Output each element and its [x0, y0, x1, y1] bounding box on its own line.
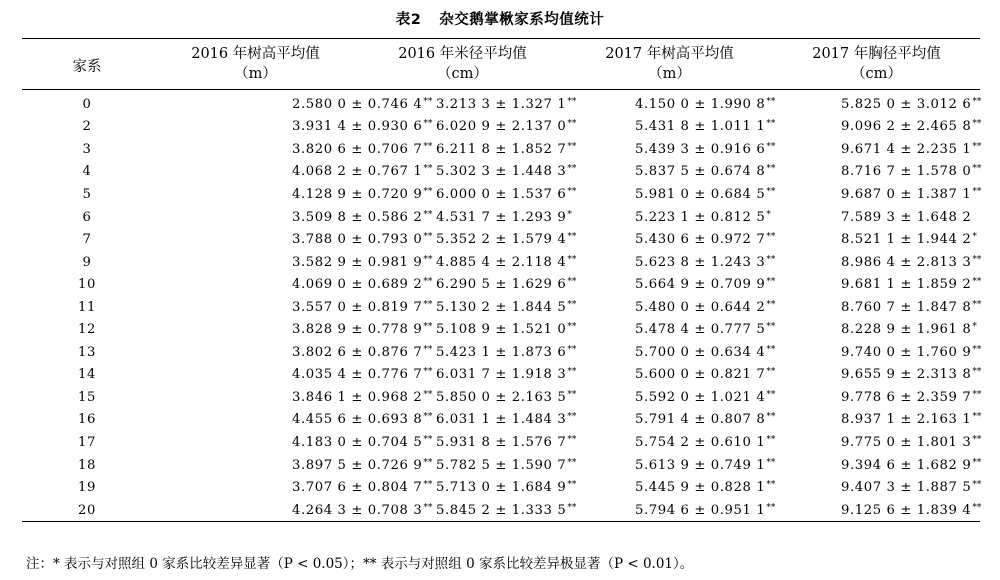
- significance-mark: **: [567, 299, 577, 310]
- mean-sd-value: 5.423 1 ± 1.873 6: [436, 344, 567, 360]
- value-cell-2016-height: [152, 296, 433, 319]
- significance-mark: **: [567, 322, 577, 333]
- mean-sd-value: 5.480 0 ± 0.644 2: [635, 299, 766, 315]
- mean-sd-value: 3.828 9 ± 0.778 9: [292, 322, 423, 338]
- table-caption: [0, 8, 1000, 29]
- value-cell-2017-height: [566, 386, 776, 409]
- family-id-cell: 2: [82, 119, 92, 135]
- significance-mark: **: [423, 412, 433, 423]
- significance-mark: **: [423, 119, 433, 130]
- value-cell-2017-dbh: [773, 409, 980, 432]
- mean-sd-value: 2.580 0 ± 0.746 4: [292, 96, 423, 112]
- value-cell-2017-height: [566, 116, 776, 139]
- family-id-cell: 20: [22, 499, 152, 522]
- unit-2016-height: （m）: [152, 64, 359, 90]
- significance-mark: **: [766, 502, 776, 513]
- significance-mark: **: [972, 96, 982, 107]
- significance-mark: **: [972, 141, 982, 152]
- mean-sd-value: 5.592 0 ± 1.021 4: [635, 389, 766, 405]
- mean-sd-value: 8.986 4 ± 2.813 3: [841, 254, 972, 270]
- mean-sd-value: 5.478 4 ± 0.777 5: [635, 322, 766, 338]
- value-cell-2017-dbh: [773, 138, 980, 161]
- significance-mark: **: [567, 502, 577, 513]
- mean-sd-value: 9.681 1 ± 1.859 2: [841, 277, 972, 293]
- mean-sd-value: 3.707 6 ± 0.804 7: [292, 480, 423, 496]
- significance-mark: **: [567, 412, 577, 423]
- family-id-cell: 16: [78, 412, 96, 428]
- family-id-cell: 5: [82, 186, 92, 202]
- header-row: [22, 39, 980, 65]
- family-means-table: [22, 38, 980, 522]
- mean-sd-value: 4.531 7 ± 1.293 9: [436, 209, 567, 225]
- value-cell-2017-height: [566, 364, 776, 387]
- mean-sd-value: 4.150 0 ± 1.990 8: [635, 96, 766, 112]
- value-cell-2017-dbh: [773, 431, 980, 454]
- family-id-cell: 4: [82, 164, 92, 180]
- significance-mark: **: [423, 186, 433, 197]
- header-2017-height: 2017 年树高平均值: [566, 39, 773, 65]
- mean-sd-value: 4.885 4 ± 2.118 4: [436, 254, 567, 270]
- significance-mark: **: [972, 412, 982, 423]
- value-cell-2016-height: [152, 90, 433, 116]
- value-cell-2017-height: [566, 431, 776, 454]
- mean-sd-value: 6.290 5 ± 1.629 6: [436, 277, 567, 293]
- value-cell-2016-height: [152, 161, 433, 184]
- mean-sd-value: 9.655 9 ± 2.313 8: [841, 367, 972, 383]
- mean-sd-value: 3.557 0 ± 0.819 7: [292, 299, 423, 315]
- value-cell-2016-height: [152, 364, 433, 387]
- significance-mark: **: [423, 232, 433, 243]
- significance-mark: **: [423, 96, 433, 107]
- mean-sd-value: 3.582 9 ± 0.981 9: [292, 254, 423, 270]
- value-cell-2017-dbh: [773, 341, 980, 364]
- value-cell-2016-height: [152, 116, 433, 139]
- significance-mark: **: [766, 186, 776, 197]
- significance-mark: **: [766, 344, 776, 355]
- significance-mark: **: [766, 367, 776, 378]
- mean-sd-value: 9.778 6 ± 2.359 7: [841, 389, 972, 405]
- header-units-row: [22, 64, 980, 90]
- table-row: [22, 116, 980, 139]
- table-row: [22, 251, 980, 274]
- value-cell-2017-height: [566, 476, 776, 499]
- mean-sd-value: 4.035 4 ± 0.776 7: [292, 367, 423, 383]
- value-cell-2016-height: [152, 431, 433, 454]
- significance-mark: **: [766, 457, 776, 468]
- mean-sd-value: 4.264 3 ± 0.708 3: [292, 502, 423, 518]
- significance-mark: **: [972, 457, 982, 468]
- mean-sd-value: 5.352 2 ± 1.579 4: [436, 232, 567, 248]
- significance-mark: **: [766, 389, 776, 400]
- table-title: 杂交鹅掌楸家系均值统计: [439, 12, 605, 28]
- significance-mark: **: [423, 344, 433, 355]
- family-id-cell: 10: [78, 277, 96, 293]
- family-id-cell: 15: [78, 389, 96, 405]
- mean-sd-value: 9.740 0 ± 1.760 9: [841, 344, 972, 360]
- value-cell-2017-height: [566, 90, 776, 116]
- significance-mark: **: [972, 502, 982, 513]
- family-id-cell: 6: [82, 209, 92, 225]
- significance-mark: **: [567, 164, 577, 175]
- family-id-cell: 14: [78, 367, 96, 383]
- value-cell-2016-height: [152, 318, 433, 341]
- significance-mark: **: [423, 141, 433, 152]
- value-cell-2017-height: [566, 273, 776, 296]
- significance-mark: **: [423, 434, 433, 445]
- significance-mark: **: [972, 254, 982, 265]
- significance-mark: **: [972, 367, 982, 378]
- unit-2016-diameter: （cm）: [359, 64, 566, 90]
- mean-sd-value: 5.130 2 ± 1.844 5: [436, 299, 567, 315]
- value-cell-2017-dbh: [773, 251, 980, 274]
- significance-mark: **: [972, 186, 982, 197]
- significance-mark: **: [567, 277, 577, 288]
- value-cell-2016-height: [152, 273, 433, 296]
- table-row: [22, 499, 980, 522]
- value-cell-2016-height: [152, 251, 433, 274]
- mean-sd-value: 4.455 6 ± 0.693 8: [292, 412, 423, 428]
- significance-mark: **: [766, 119, 776, 130]
- family-id-cell: 7: [82, 232, 92, 248]
- mean-sd-value: 5.600 0 ± 0.821 7: [635, 367, 766, 383]
- mean-sd-value: 6.020 9 ± 2.137 0: [436, 119, 567, 135]
- mean-sd-value: 5.825 0 ± 3.012 6: [841, 96, 972, 112]
- value-cell-2016-height: [152, 386, 433, 409]
- significance-mark: **: [423, 322, 433, 333]
- mean-sd-value: 5.713 0 ± 1.684 9: [436, 480, 567, 496]
- value-cell-2017-dbh: [773, 476, 980, 499]
- mean-sd-value: 3.931 4 ± 0.930 6: [292, 119, 423, 135]
- significance-mark: **: [766, 480, 776, 491]
- mean-sd-value: 3.802 6 ± 0.876 7: [292, 344, 423, 360]
- table-footnote: 注：* 表示与对照组 0 家系比较差异显著（P < 0.05）；** 表示与对照组 0 家系比较差异极显著（P < 0.01）。: [26, 556, 694, 572]
- mean-sd-value: 3.509 8 ± 0.586 2: [292, 209, 423, 225]
- table-row: [22, 341, 980, 364]
- mean-sd-value: 6.031 1 ± 1.484 3: [436, 412, 567, 428]
- value-cell-2017-height: [566, 409, 776, 432]
- value-cell-2017-dbh: [773, 499, 980, 522]
- table-row: [22, 183, 980, 206]
- value-cell-2017-dbh: [773, 90, 980, 116]
- mean-sd-value: 3.788 0 ± 0.793 0: [292, 232, 423, 248]
- significance-mark: **: [766, 412, 776, 423]
- table-row: [22, 206, 980, 229]
- mean-sd-value: 8.716 7 ± 1.578 0: [841, 164, 972, 180]
- value-cell-2017-height: [566, 341, 776, 364]
- value-cell-2017-dbh: [773, 454, 980, 477]
- table-row: [22, 138, 980, 161]
- mean-sd-value: 6.000 0 ± 1.537 6: [436, 186, 567, 202]
- value-cell-2017-dbh: [773, 206, 980, 229]
- mean-sd-value: 8.521 1 ± 1.944 2: [841, 232, 972, 248]
- significance-mark: **: [972, 389, 982, 400]
- table-row: [22, 90, 980, 116]
- significance-mark: **: [972, 480, 982, 491]
- value-cell-2016-height: [152, 341, 433, 364]
- significance-mark: **: [972, 119, 982, 130]
- header-2016-diameter: 2016 年米径平均值: [359, 39, 566, 65]
- significance-mark: **: [423, 457, 433, 468]
- significance-mark: **: [423, 367, 433, 378]
- mean-sd-value: 8.760 7 ± 1.847 8: [841, 299, 972, 315]
- table-row: [22, 364, 980, 387]
- mean-sd-value: 4.068 2 ± 0.767 1: [292, 164, 423, 180]
- significance-mark: **: [423, 480, 433, 491]
- table-number: 表2: [395, 12, 422, 28]
- value-cell-2016-height: [152, 138, 433, 161]
- significance-mark: **: [972, 434, 982, 445]
- mean-sd-value: 6.211 8 ± 1.852 7: [436, 141, 567, 157]
- table-body: [22, 90, 980, 522]
- table-row: [22, 273, 980, 296]
- value-cell-2017-height: [566, 296, 776, 319]
- header-family: 家系: [22, 39, 152, 90]
- family-id-cell: 11: [78, 299, 96, 315]
- header-2017-dbh: 2017 年胸径平均值: [773, 39, 980, 65]
- table-row: [22, 431, 980, 454]
- mean-sd-value: 5.664 9 ± 0.709 9: [635, 277, 766, 293]
- unit-2017-dbh: （cm）: [773, 64, 980, 90]
- family-id-cell: 12: [78, 322, 96, 338]
- value-cell-2016-height: [152, 454, 433, 477]
- significance-mark: *: [567, 209, 572, 220]
- mean-sd-value: 5.791 4 ± 0.807 8: [635, 412, 766, 428]
- significance-mark: **: [766, 164, 776, 175]
- significance-mark: **: [766, 141, 776, 152]
- table-row: [22, 228, 980, 251]
- significance-mark: **: [423, 277, 433, 288]
- mean-sd-value: 5.613 9 ± 0.749 1: [635, 457, 766, 473]
- mean-sd-value: 5.108 9 ± 1.521 0: [436, 322, 567, 338]
- value-cell-2017-dbh: [773, 161, 980, 184]
- family-id-cell: 3: [82, 141, 92, 157]
- header-2016-height: 2016 年树高平均值: [152, 39, 359, 65]
- mean-sd-value: 6.031 7 ± 1.918 3: [436, 367, 567, 383]
- mean-sd-value: 5.850 0 ± 2.163 5: [436, 389, 567, 405]
- mean-sd-value: 5.931 8 ± 1.576 7: [436, 434, 567, 450]
- significance-mark: **: [567, 96, 577, 107]
- significance-mark: **: [972, 277, 982, 288]
- mean-sd-value: 9.394 6 ± 1.682 9: [841, 457, 972, 473]
- mean-sd-value: 7.589 3 ± 1.648 2: [841, 209, 972, 225]
- table-row: [22, 476, 980, 499]
- value-cell-2017-height: [566, 499, 776, 522]
- value-cell-2017-height: [566, 318, 776, 341]
- significance-mark: **: [567, 457, 577, 468]
- significance-mark: **: [766, 299, 776, 310]
- unit-2017-height: （m）: [566, 64, 773, 90]
- significance-mark: **: [567, 254, 577, 265]
- value-cell-2017-dbh: [773, 386, 980, 409]
- family-id-cell: 0: [82, 96, 92, 112]
- mean-sd-value: 4.069 0 ± 0.689 2: [292, 277, 423, 293]
- significance-mark: **: [567, 480, 577, 491]
- mean-sd-value: 5.700 0 ± 0.634 4: [635, 344, 766, 360]
- significance-mark: **: [567, 389, 577, 400]
- mean-sd-value: 9.407 3 ± 1.887 5: [841, 480, 972, 496]
- significance-mark: **: [423, 502, 433, 513]
- mean-sd-value: 5.754 2 ± 0.610 1: [635, 434, 766, 450]
- value-cell-2017-dbh: [773, 183, 980, 206]
- mean-sd-value: 5.623 8 ± 1.243 3: [635, 254, 766, 270]
- mean-sd-value: 5.430 6 ± 0.972 7: [635, 232, 766, 248]
- value-cell-2016-height: [152, 476, 433, 499]
- mean-sd-value: 5.794 6 ± 0.951 1: [635, 502, 766, 518]
- significance-mark: **: [567, 141, 577, 152]
- significance-mark: **: [766, 96, 776, 107]
- value-cell-2017-dbh: [773, 364, 980, 387]
- significance-mark: **: [972, 164, 982, 175]
- mean-sd-value: 4.128 9 ± 0.720 9: [292, 186, 423, 202]
- table-row: [22, 386, 980, 409]
- mean-sd-value: 5.981 0 ± 0.684 5: [635, 186, 766, 202]
- mean-sd-value: 9.096 2 ± 2.465 8: [841, 119, 972, 135]
- family-id-cell: 17: [78, 434, 96, 450]
- significance-mark: *: [766, 209, 771, 220]
- mean-sd-value: 9.775 0 ± 1.801 3: [841, 434, 972, 450]
- mean-sd-value: 3.213 3 ± 1.327 1: [436, 96, 567, 112]
- significance-mark: **: [567, 367, 577, 378]
- significance-mark: **: [766, 434, 776, 445]
- mean-sd-value: 5.445 9 ± 0.828 1: [635, 480, 766, 496]
- value-cell-2017-dbh: [773, 228, 980, 251]
- significance-mark: **: [972, 299, 982, 310]
- value-cell-2017-height: [566, 454, 776, 477]
- value-cell-2017-dbh: [773, 116, 980, 139]
- table-row: [22, 161, 980, 184]
- value-cell-2017-height: [566, 251, 776, 274]
- value-cell-2017-dbh: [773, 296, 980, 319]
- significance-mark: **: [567, 434, 577, 445]
- family-id-cell: 13: [78, 344, 96, 360]
- mean-sd-value: 5.782 5 ± 1.590 7: [436, 457, 567, 473]
- family-id-cell: 19: [78, 480, 96, 496]
- family-id-cell: 18: [78, 457, 96, 473]
- significance-mark: **: [423, 299, 433, 310]
- mean-sd-value: 4.183 0 ± 0.704 5: [292, 434, 423, 450]
- significance-mark: **: [972, 344, 982, 355]
- significance-mark: **: [766, 254, 776, 265]
- significance-mark: **: [423, 389, 433, 400]
- significance-mark: **: [423, 164, 433, 175]
- value-cell-2017-dbh: [773, 318, 980, 341]
- significance-mark: **: [423, 209, 433, 220]
- value-cell-2017-height: [566, 138, 776, 161]
- mean-sd-value: 9.671 4 ± 2.235 1: [841, 141, 972, 157]
- value-cell-2017-height: [566, 161, 776, 184]
- value-cell-2016-height: [152, 409, 433, 432]
- table-row: [22, 296, 980, 319]
- mean-sd-value: 8.228 9 ± 1.961 8: [841, 322, 972, 338]
- value-cell-2017-height: [566, 183, 776, 206]
- significance-mark: **: [567, 344, 577, 355]
- significance-mark: **: [766, 277, 776, 288]
- significance-mark: **: [423, 254, 433, 265]
- mean-sd-value: 9.687 0 ± 1.387 1: [841, 186, 972, 202]
- table-row: [22, 454, 980, 477]
- value-cell-2017-height: [566, 228, 776, 251]
- mean-sd-value: 8.937 1 ± 2.163 1: [841, 412, 972, 428]
- value-cell-2016-height: [152, 183, 433, 206]
- significance-mark: *: [972, 232, 977, 243]
- mean-sd-value: 5.431 8 ± 1.011 1: [635, 119, 766, 135]
- significance-mark: **: [567, 186, 577, 197]
- value-cell-2017-dbh: [773, 273, 980, 296]
- value-cell-2016-height: [152, 206, 433, 229]
- value-cell-2016-height: [152, 499, 433, 522]
- mean-sd-value: 5.837 5 ± 0.674 8: [635, 164, 766, 180]
- significance-mark: **: [766, 322, 776, 333]
- mean-sd-value: 5.439 3 ± 0.916 6: [635, 141, 766, 157]
- mean-sd-value: 5.223 1 ± 0.812 5: [635, 209, 766, 225]
- mean-sd-value: 3.897 5 ± 0.726 9: [292, 457, 423, 473]
- value-cell-2017-height: [566, 206, 773, 229]
- mean-sd-value: 9.125 6 ± 1.839 4: [841, 502, 972, 518]
- significance-mark: **: [567, 119, 577, 130]
- mean-sd-value: 5.302 3 ± 1.448 3: [436, 164, 567, 180]
- mean-sd-value: 3.820 6 ± 0.706 7: [292, 141, 423, 157]
- table-row: [22, 409, 980, 432]
- mean-sd-value: 5.845 2 ± 1.333 5: [436, 502, 567, 518]
- mean-sd-value: 3.846 1 ± 0.968 2: [292, 389, 423, 405]
- value-cell-2016-height: [152, 228, 433, 251]
- significance-mark: **: [766, 232, 776, 243]
- significance-mark: *: [972, 322, 977, 333]
- significance-mark: **: [567, 232, 577, 243]
- family-id-cell: 9: [82, 254, 92, 270]
- table-row: [22, 318, 980, 341]
